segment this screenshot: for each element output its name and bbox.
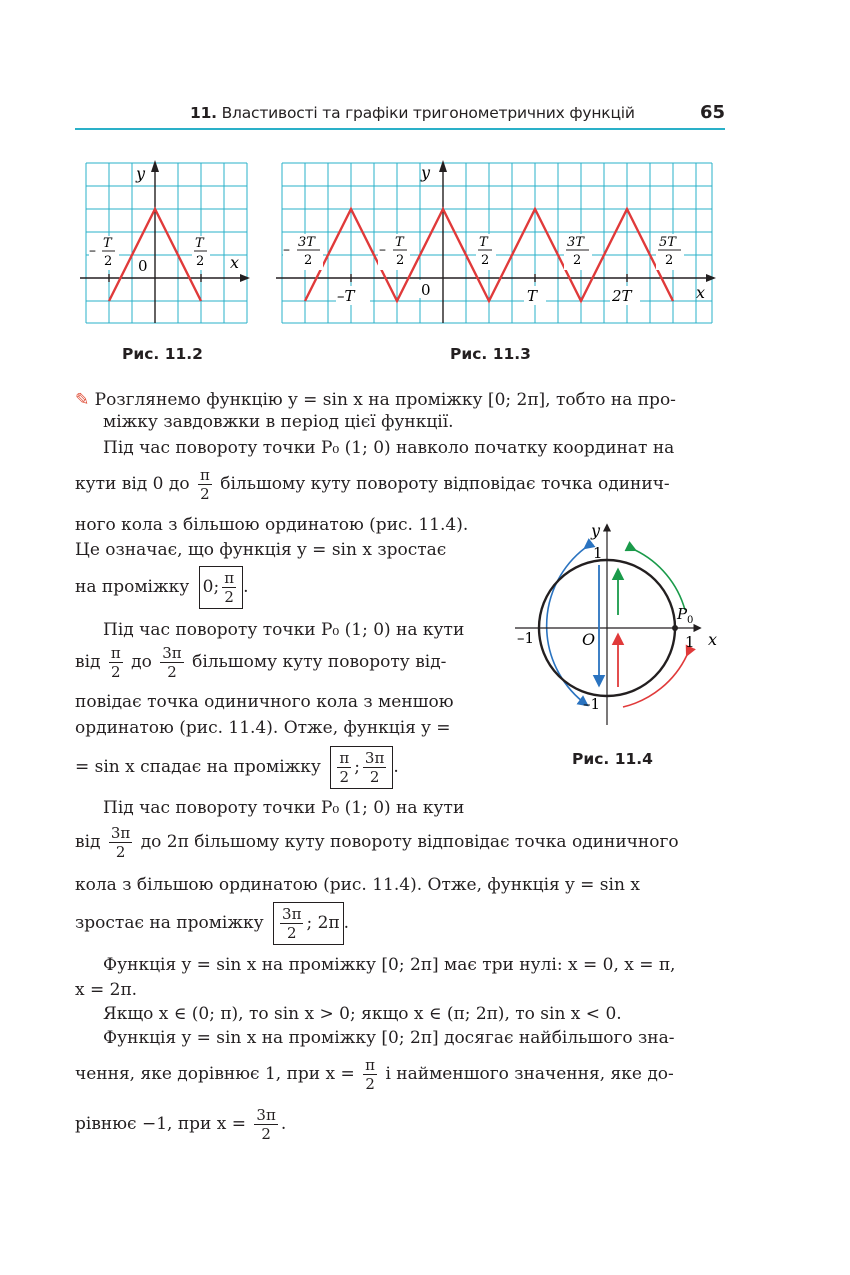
paragraph-3-line-1: Під час повороту точки P₀ (1; 0) на кути xyxy=(103,620,465,640)
label-3T-num: 3T xyxy=(567,235,584,250)
y-axis-label: y xyxy=(421,163,431,182)
y-arrow xyxy=(151,160,159,172)
paragraph-4-line-4: зростає на проміжку $\frac{3\pi}{2}$ ; 2π . xyxy=(75,902,349,945)
minus-sign: – xyxy=(379,242,386,258)
header-rule xyxy=(75,128,725,130)
pointer-icon: ✎ xyxy=(75,390,90,410)
figure-caption-11-4: Рис. 11.4 xyxy=(572,750,653,768)
paragraph-2-line-1: Під час повороту точки P₀ (1; 0) навколо початку координат на xyxy=(103,438,675,458)
y-arrow xyxy=(439,160,447,172)
minus-sign: – xyxy=(89,243,96,259)
arc-red xyxy=(623,655,687,707)
figure-11-3 xyxy=(276,158,718,328)
x-axis-label: x xyxy=(230,253,240,272)
fraction-pi-over-2: $\frac{\pi}{2}$ xyxy=(199,466,210,503)
tick-label-pos-num: T xyxy=(195,236,204,251)
interval-bracket: $\frac{\pi}{2}$ ; $\frac{3\pi}{2}$ xyxy=(330,746,393,789)
figure-caption-11-2: Рис. 11.2 xyxy=(122,345,203,363)
label-5T-num: 5T xyxy=(659,235,676,250)
figure-11-4-unit-circle xyxy=(505,515,730,730)
label-P: P xyxy=(677,605,688,623)
interval-bracket: 0; $\frac{\pi}{2}$ xyxy=(199,566,243,609)
paragraph-2-line-3: ного кола з більшою ординатою (рис. 11.4). xyxy=(75,515,469,535)
paragraph-1-line-1: ✎ Розглянемо функцію y = sin x на проміжку [0; 2π], тобто на про- xyxy=(75,390,676,410)
origin-label: 0 xyxy=(138,257,148,275)
page-number: 65 xyxy=(700,102,726,123)
chapter-number: 11. xyxy=(190,104,217,122)
arc-green xyxy=(635,550,685,610)
paragraph-3-line-2: від $\frac{\pi}{2}$ до $\frac{3\pi}{2}$ більшому куту повороту від- xyxy=(75,644,447,681)
label-P-subscript: 0 xyxy=(687,615,694,626)
paragraph-1-line-2: міжку завдовжки в період цієї функції. xyxy=(103,412,454,432)
chapter-header xyxy=(190,104,635,122)
figure-caption-11-3: Рис. 11.3 xyxy=(450,345,531,363)
label-5T-den: 2 xyxy=(665,253,674,268)
paragraph-4-line-2: від $\frac{3\pi}{2}$ до 2π більшому куту повороту відповідає точка одиничного xyxy=(75,824,679,861)
paragraph-5-line-2: x = 2π. xyxy=(75,980,138,1000)
paragraph-7-line-1: Функція y = sin x на проміжку [0; 2π] досягає найбільшого зна- xyxy=(103,1028,675,1048)
tick-label-neg-den: 2 xyxy=(104,254,113,269)
origin-label: 0 xyxy=(421,281,431,299)
y-axis-label: y xyxy=(136,164,146,183)
paragraph-3-line-4: ординатою (рис. 11.4). Отже, функція y = xyxy=(75,718,451,738)
label-1-top: 1 xyxy=(593,544,603,562)
label-neg-T-den: 2 xyxy=(396,253,405,268)
label-T-num: T xyxy=(479,235,488,250)
x-axis-label: x xyxy=(708,630,718,649)
paragraph-7-line-3: рівнює −1, при x = $\frac{3\pi}{2}$ . xyxy=(75,1106,287,1143)
paragraph-3-line-3: повідає точка одиничного кола з меншою xyxy=(75,692,454,712)
label-minus-1-bottom: –1 xyxy=(583,695,601,713)
paragraph-2-line-4: Це означає, що функція y = sin x зростає xyxy=(75,540,447,560)
tick-label-neg-num: T xyxy=(103,236,112,251)
label-neg-3T-den: 2 xyxy=(304,253,313,268)
paragraph-7-line-2: чення, яке дорівнює 1, при x = $\frac{\pi}{2}$ і найменшого значення, яке до- xyxy=(75,1056,674,1093)
tick-label-pos-den: 2 xyxy=(196,254,205,269)
paragraph-3-line-5: = sin x спадає на проміжку $\frac{\pi}{2}$ ; $\frac{3\pi}{2}$ . xyxy=(75,746,399,789)
x-arrow xyxy=(706,274,716,282)
point-P0 xyxy=(672,625,678,631)
label-minus-1-left: –1 xyxy=(517,629,535,647)
interval-bracket: $\frac{3\pi}{2}$ ; 2π xyxy=(273,902,344,945)
y-axis-label: y xyxy=(591,521,601,540)
tick-minus-T: –T xyxy=(337,287,355,305)
paragraph-4-line-1: Під час повороту точки P₀ (1; 0) на кути xyxy=(103,798,465,818)
label-neg-T-num: T xyxy=(395,235,404,250)
figure-11-2 xyxy=(80,158,250,328)
tick-2T: 2T xyxy=(612,287,632,305)
paragraph-2-line-2: кути від 0 до $\frac{\pi}{2}$ більшому куту повороту відповідає точка одинич- xyxy=(75,466,670,503)
tick-T: T xyxy=(527,287,538,305)
chapter-title: Властивості та графіки тригонометричних функцій xyxy=(221,104,635,122)
label-T-den: 2 xyxy=(481,253,490,268)
x-arrow xyxy=(240,274,250,282)
paragraph-2-line-5: на проміжку 0; $\frac{\pi}{2}$ . xyxy=(75,566,248,609)
minus-sign: – xyxy=(283,242,290,258)
x-axis-label: x xyxy=(696,283,706,302)
paragraph-4-line-3: кола з більшою ординатою (рис. 11.4). Отже, функція y = sin x xyxy=(75,875,640,895)
label-3T-den: 2 xyxy=(573,253,582,268)
paragraph-5-line-1: Функція y = sin x на проміжку [0; 2π] має три нулі: x = 0, x = π, xyxy=(103,955,676,975)
origin-label: O xyxy=(582,630,596,649)
paragraph-6: Якщо x ∈ (0; π), то sin x > 0; якщо x ∈ (π; 2π), то sin x < 0. xyxy=(103,1004,622,1024)
label-1-right: 1 xyxy=(685,633,695,651)
label-neg-3T-num: 3T xyxy=(298,235,315,250)
